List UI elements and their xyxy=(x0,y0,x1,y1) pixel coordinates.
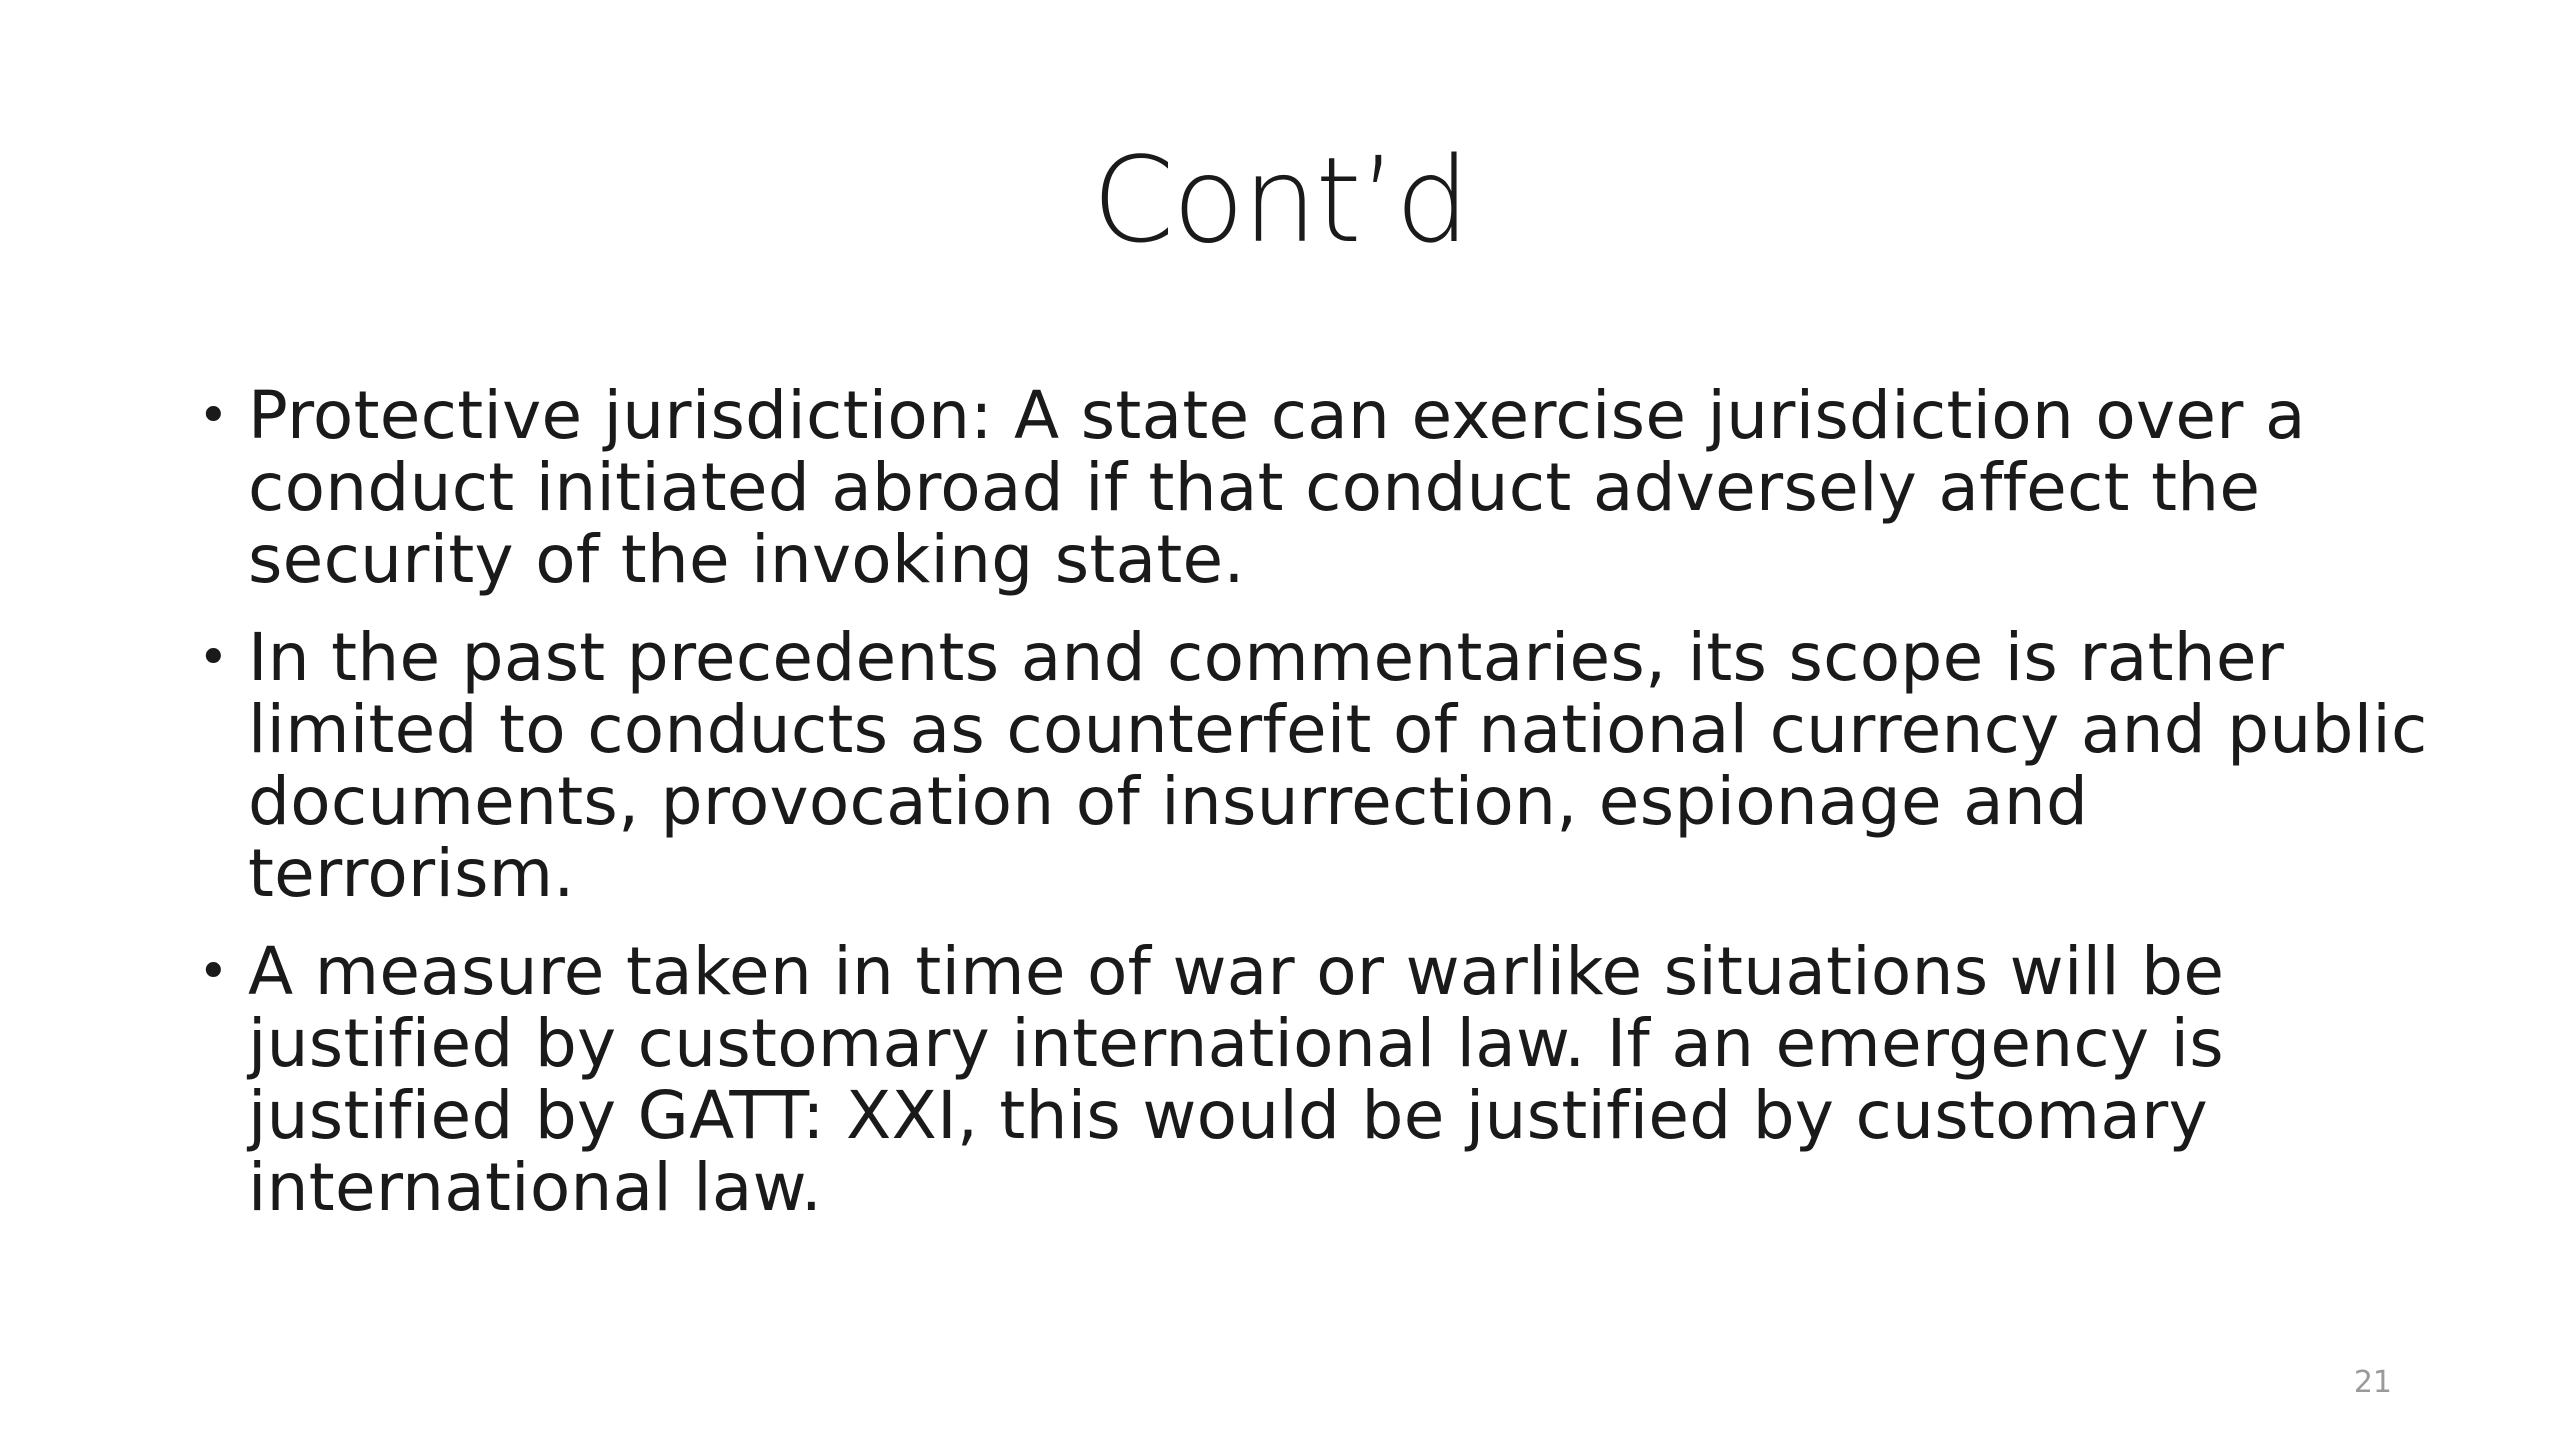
slide-title: Cont’d xyxy=(1091,131,1469,269)
bullet-text: A measure taken in time of war or warlike situations will be justified by customary international law. If an emergency is justified by GATT: XXI, this would be justified by customary international law. xyxy=(248,933,2225,1226)
bullet-item-protective-jurisdiction xyxy=(190,377,2430,598)
bullet-icon: • xyxy=(198,628,229,688)
slide-number: 21 xyxy=(2353,1365,2392,1400)
bullet-item-wartime-measure xyxy=(190,933,2430,1226)
bullet-icon: • xyxy=(198,386,229,446)
bullet-text: In the past precedents and commentaries, its scope is rather limited to conducts as counterfeit of national currency and public documents, provocation of insurrection, espionage and terrorism. xyxy=(248,619,2428,912)
bullet-item-scope xyxy=(190,619,2430,912)
bullet-icon: • xyxy=(198,942,229,1002)
bullet-list xyxy=(190,377,2430,1250)
bullet-text: Protective jurisdiction: A state can exercise jurisdiction over a conduct initiated abroad if that conduct adversely affect the security of the invoking state. xyxy=(248,377,2306,598)
